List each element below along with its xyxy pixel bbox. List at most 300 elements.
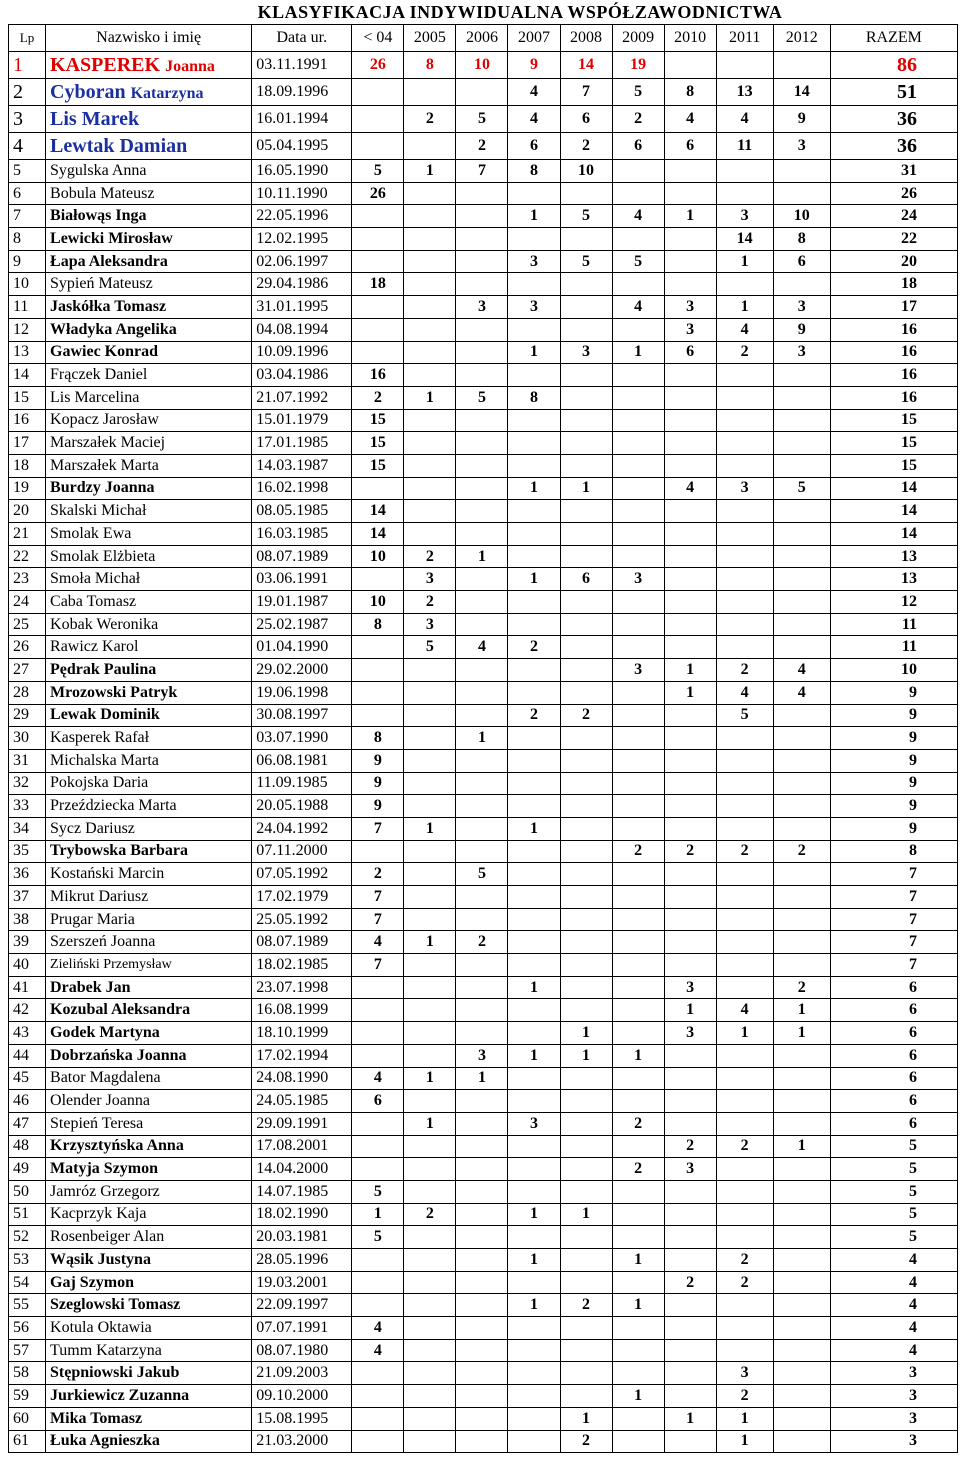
birth-date-cell: 03.04.1986 <box>252 364 352 387</box>
score-cell: 4 <box>456 636 508 659</box>
name-cell <box>46 840 252 863</box>
table-row <box>9 1158 958 1181</box>
score-cell: 10 <box>352 591 404 614</box>
name-cell <box>46 1362 252 1385</box>
score-cell <box>716 613 773 636</box>
score-cell <box>456 318 508 341</box>
birth-date-cell: 24.05.1985 <box>252 1090 352 1113</box>
score-cell: 2 <box>560 133 612 160</box>
score-cell <box>716 454 773 477</box>
score-cell <box>773 568 830 591</box>
score-cell <box>456 976 508 999</box>
birth-date-cell: 15.01.1979 <box>252 409 352 432</box>
name-cell <box>46 1407 252 1430</box>
score-cell: 5 <box>456 386 508 409</box>
score-cell <box>773 1158 830 1181</box>
birth-date-cell: 16.02.1998 <box>252 477 352 500</box>
total-cell: 5 <box>830 1180 957 1203</box>
score-cell: 8 <box>352 613 404 636</box>
score-cell <box>716 1339 773 1362</box>
score-cell <box>456 613 508 636</box>
score-cell <box>508 1135 560 1158</box>
score-cell <box>612 477 664 500</box>
score-cell <box>560 976 612 999</box>
table-row <box>9 1022 958 1045</box>
score-cell <box>404 273 456 296</box>
score-cell <box>404 318 456 341</box>
table-row <box>9 749 958 772</box>
table-row <box>9 1407 958 1430</box>
header-pre04: < 04 <box>352 25 404 52</box>
table-row <box>9 840 958 863</box>
score-cell <box>456 364 508 387</box>
score-cell <box>508 1317 560 1340</box>
score-cell <box>612 432 664 455</box>
score-cell <box>456 1112 508 1135</box>
score-cell: 3 <box>404 613 456 636</box>
total-cell: 13 <box>830 568 957 591</box>
rank-cell: 25 <box>9 613 46 636</box>
score-cell <box>508 454 560 477</box>
score-cell <box>456 250 508 273</box>
rank-cell: 32 <box>9 772 46 795</box>
rank-cell: 38 <box>9 908 46 931</box>
birth-date-cell: 16.03.1985 <box>252 523 352 546</box>
score-cell <box>404 341 456 364</box>
table-row <box>9 817 958 840</box>
birth-date-cell: 14.07.1985 <box>252 1180 352 1203</box>
score-cell <box>352 228 404 251</box>
score-cell <box>352 133 404 160</box>
score-cell <box>456 908 508 931</box>
total-cell: 18 <box>830 273 957 296</box>
score-cell <box>773 1203 830 1226</box>
total-cell: 5 <box>830 1203 957 1226</box>
birth-date-cell: 24.08.1990 <box>252 1067 352 1090</box>
birth-date-cell: 06.08.1981 <box>252 749 352 772</box>
score-cell: 5 <box>456 106 508 133</box>
score-cell <box>664 954 716 977</box>
score-cell: 3 <box>404 568 456 591</box>
score-cell <box>664 1067 716 1090</box>
surname-text: Godek Martyna <box>50 1023 160 1041</box>
score-cell: 4 <box>352 1339 404 1362</box>
name-cell <box>46 182 252 205</box>
table-row <box>9 1271 958 1294</box>
total-cell: 6 <box>830 976 957 999</box>
table-row <box>9 681 958 704</box>
name-cell <box>46 1203 252 1226</box>
surname-text: Marszałek Maciej <box>50 434 166 452</box>
score-cell <box>716 591 773 614</box>
rank-cell: 8 <box>9 228 46 251</box>
birth-date-cell: 31.01.1995 <box>252 296 352 319</box>
score-cell <box>612 1226 664 1249</box>
rank-cell: 45 <box>9 1067 46 1090</box>
score-cell <box>716 568 773 591</box>
birth-date-cell: 17.01.1985 <box>252 432 352 455</box>
rank-cell: 43 <box>9 1022 46 1045</box>
score-cell <box>404 250 456 273</box>
score-cell <box>404 772 456 795</box>
score-cell <box>456 1339 508 1362</box>
name-cell <box>46 863 252 886</box>
surname-text: Stepień Teresa <box>50 1114 144 1132</box>
table-row <box>9 1249 958 1272</box>
score-cell: 1 <box>508 1044 560 1067</box>
table-row <box>9 1362 958 1385</box>
score-cell <box>560 931 612 954</box>
total-cell: 9 <box>830 727 957 750</box>
table-row <box>9 273 958 296</box>
score-cell: 16 <box>352 364 404 387</box>
name-cell <box>46 52 252 79</box>
score-cell: 8 <box>404 52 456 79</box>
score-cell: 2 <box>352 863 404 886</box>
birth-date-cell: 14.04.2000 <box>252 1158 352 1181</box>
rank-cell: 24 <box>9 591 46 614</box>
score-cell <box>716 545 773 568</box>
score-cell: 19 <box>612 52 664 79</box>
score-cell <box>664 1339 716 1362</box>
score-cell <box>773 1226 830 1249</box>
score-cell <box>352 1044 404 1067</box>
score-cell: 2 <box>612 1158 664 1181</box>
score-cell <box>352 79 404 106</box>
total-cell: 4 <box>830 1339 957 1362</box>
score-cell <box>508 1385 560 1408</box>
surname-text: Sycz Dariusz <box>50 819 135 837</box>
score-cell: 4 <box>773 681 830 704</box>
rank-cell: 9 <box>9 250 46 273</box>
rank-cell: 18 <box>9 454 46 477</box>
score-cell: 1 <box>508 1294 560 1317</box>
score-cell: 4 <box>508 106 560 133</box>
total-cell: 5 <box>830 1158 957 1181</box>
score-cell: 4 <box>664 477 716 500</box>
score-cell <box>773 931 830 954</box>
score-cell <box>404 908 456 931</box>
total-cell: 14 <box>830 500 957 523</box>
score-cell <box>508 591 560 614</box>
name-cell <box>46 477 252 500</box>
header-2006: 2006 <box>456 25 508 52</box>
birth-date-cell: 20.05.1988 <box>252 795 352 818</box>
surname-text: Białowąs Inga <box>50 207 147 225</box>
total-cell: 13 <box>830 545 957 568</box>
birth-date-cell: 19.06.1998 <box>252 681 352 704</box>
score-cell: 4 <box>773 659 830 682</box>
score-cell: 2 <box>404 1203 456 1226</box>
score-cell <box>508 749 560 772</box>
name-cell <box>46 1112 252 1135</box>
score-cell <box>716 273 773 296</box>
score-cell <box>664 727 716 750</box>
total-cell: 4 <box>830 1271 957 1294</box>
rank-cell: 28 <box>9 681 46 704</box>
score-cell: 3 <box>664 1158 716 1181</box>
score-cell <box>664 1180 716 1203</box>
score-cell <box>508 1226 560 1249</box>
score-cell <box>456 1203 508 1226</box>
total-cell: 9 <box>830 795 957 818</box>
score-cell: 1 <box>716 296 773 319</box>
table-row <box>9 386 958 409</box>
score-cell <box>560 613 612 636</box>
rank-cell: 11 <box>9 296 46 319</box>
score-cell <box>456 182 508 205</box>
score-cell: 5 <box>352 1226 404 1249</box>
score-cell <box>664 432 716 455</box>
total-cell: 15 <box>830 454 957 477</box>
rank-cell: 2 <box>9 79 46 106</box>
score-cell <box>773 636 830 659</box>
table-row <box>9 795 958 818</box>
table-row <box>9 133 958 160</box>
score-cell <box>456 568 508 591</box>
table-row <box>9 999 958 1022</box>
score-cell <box>352 1112 404 1135</box>
score-cell: 2 <box>560 1294 612 1317</box>
score-cell <box>404 205 456 228</box>
score-cell: 3 <box>456 1044 508 1067</box>
rank-cell: 36 <box>9 863 46 886</box>
score-cell: 1 <box>664 1407 716 1430</box>
score-cell <box>404 1339 456 1362</box>
score-cell <box>716 523 773 546</box>
birth-date-cell: 08.07.1989 <box>252 545 352 568</box>
score-cell <box>456 1385 508 1408</box>
total-cell: 3 <box>830 1407 957 1430</box>
score-cell <box>560 749 612 772</box>
score-cell: 1 <box>560 1044 612 1067</box>
score-cell <box>508 1271 560 1294</box>
total-cell: 15 <box>830 432 957 455</box>
surname-text: Krzysztyńska Anna <box>50 1137 184 1155</box>
name-cell <box>46 795 252 818</box>
score-cell <box>456 886 508 909</box>
score-cell: 3 <box>773 296 830 319</box>
score-cell: 4 <box>352 1317 404 1340</box>
rank-cell: 35 <box>9 840 46 863</box>
score-cell <box>773 1430 830 1453</box>
score-cell <box>664 386 716 409</box>
total-cell: 11 <box>830 636 957 659</box>
name-cell <box>46 1044 252 1067</box>
score-cell <box>612 1339 664 1362</box>
total-cell: 36 <box>830 133 957 160</box>
score-cell: 15 <box>352 432 404 455</box>
total-cell: 6 <box>830 1067 957 1090</box>
rank-cell: 59 <box>9 1385 46 1408</box>
score-cell <box>612 500 664 523</box>
surname-text: Matyja Szymon <box>50 1160 159 1178</box>
score-cell <box>773 727 830 750</box>
score-cell <box>404 364 456 387</box>
rank-cell: 61 <box>9 1430 46 1453</box>
score-cell <box>612 681 664 704</box>
table-row <box>9 1203 958 1226</box>
score-cell <box>560 863 612 886</box>
score-cell <box>664 613 716 636</box>
score-cell: 14 <box>352 500 404 523</box>
birth-date-cell: 18.10.1999 <box>252 1022 352 1045</box>
score-cell <box>404 727 456 750</box>
table-row <box>9 1135 958 1158</box>
table-row <box>9 1317 958 1340</box>
name-cell <box>46 749 252 772</box>
score-cell: 5 <box>352 1180 404 1203</box>
score-cell <box>612 1203 664 1226</box>
total-cell: 12 <box>830 591 957 614</box>
score-cell <box>612 1180 664 1203</box>
score-cell <box>773 454 830 477</box>
score-cell <box>508 409 560 432</box>
score-cell: 6 <box>560 106 612 133</box>
score-cell <box>352 318 404 341</box>
score-cell <box>612 613 664 636</box>
score-cell <box>404 454 456 477</box>
score-cell <box>404 659 456 682</box>
total-cell: 3 <box>830 1385 957 1408</box>
score-cell <box>352 1022 404 1045</box>
score-cell: 1 <box>456 545 508 568</box>
score-cell <box>612 817 664 840</box>
total-cell: 14 <box>830 477 957 500</box>
name-cell <box>46 386 252 409</box>
score-cell <box>560 1067 612 1090</box>
surname-text: Lewicki Mirosław <box>50 229 173 247</box>
name-cell <box>46 545 252 568</box>
name-cell <box>46 409 252 432</box>
table-row <box>9 1067 958 1090</box>
score-cell: 1 <box>508 568 560 591</box>
score-cell <box>664 772 716 795</box>
score-cell <box>664 1430 716 1453</box>
score-cell: 1 <box>508 817 560 840</box>
rank-cell: 15 <box>9 386 46 409</box>
score-cell: 3 <box>508 250 560 273</box>
name-cell <box>46 1226 252 1249</box>
score-cell <box>404 1249 456 1272</box>
birth-date-cell: 09.10.2000 <box>252 1385 352 1408</box>
name-cell <box>46 568 252 591</box>
surname-text: Dobrzańska Joanna <box>50 1046 187 1064</box>
surname-text: Rawicz Karol <box>50 638 139 656</box>
score-cell <box>716 409 773 432</box>
birth-date-cell: 05.04.1995 <box>252 133 352 160</box>
score-cell <box>612 749 664 772</box>
score-cell: 1 <box>716 1430 773 1453</box>
name-cell <box>46 1317 252 1340</box>
score-cell: 3 <box>664 1022 716 1045</box>
score-cell <box>404 79 456 106</box>
score-cell <box>508 1430 560 1453</box>
name-cell <box>46 228 252 251</box>
score-cell <box>560 523 612 546</box>
total-cell: 9 <box>830 817 957 840</box>
score-cell <box>508 432 560 455</box>
score-cell: 3 <box>773 133 830 160</box>
rank-cell: 46 <box>9 1090 46 1113</box>
score-cell <box>560 1362 612 1385</box>
score-cell: 6 <box>773 250 830 273</box>
name-cell <box>46 133 252 160</box>
rank-cell: 21 <box>9 523 46 546</box>
birth-date-cell: 11.09.1985 <box>252 772 352 795</box>
surname-text: Sygulska Anna <box>50 161 147 179</box>
score-cell <box>456 772 508 795</box>
name-cell <box>46 613 252 636</box>
score-cell: 1 <box>404 1112 456 1135</box>
score-cell: 6 <box>508 133 560 160</box>
surname-text: Kasperek Rafał <box>50 729 150 747</box>
score-cell: 18 <box>352 273 404 296</box>
score-cell: 4 <box>508 79 560 106</box>
score-cell: 1 <box>664 999 716 1022</box>
total-cell: 7 <box>830 908 957 931</box>
surname-text: Smolak Ewa <box>50 524 132 542</box>
score-cell <box>560 500 612 523</box>
total-cell: 6 <box>830 1112 957 1135</box>
score-cell <box>716 863 773 886</box>
score-cell: 3 <box>716 1362 773 1385</box>
rank-cell: 14 <box>9 364 46 387</box>
rank-cell: 51 <box>9 1203 46 1226</box>
score-cell: 2 <box>508 636 560 659</box>
score-cell: 5 <box>612 250 664 273</box>
score-cell <box>456 1226 508 1249</box>
score-cell <box>612 908 664 931</box>
table-row <box>9 772 958 795</box>
score-cell <box>560 1158 612 1181</box>
rank-cell: 42 <box>9 999 46 1022</box>
total-cell: 9 <box>830 749 957 772</box>
table-row <box>9 79 958 106</box>
score-cell <box>404 749 456 772</box>
table-row <box>9 704 958 727</box>
score-cell: 8 <box>664 79 716 106</box>
header-date: Data ur. <box>252 25 352 52</box>
score-cell <box>508 999 560 1022</box>
total-cell: 20 <box>830 250 957 273</box>
score-cell <box>612 1407 664 1430</box>
rank-cell: 6 <box>9 182 46 205</box>
score-cell <box>560 908 612 931</box>
rank-cell: 23 <box>9 568 46 591</box>
score-cell <box>716 636 773 659</box>
score-cell <box>404 954 456 977</box>
table-row <box>9 931 958 954</box>
table-row <box>9 1226 958 1249</box>
score-cell: 1 <box>508 205 560 228</box>
score-cell <box>560 772 612 795</box>
score-cell <box>352 1430 404 1453</box>
birth-date-cell: 12.02.1995 <box>252 228 352 251</box>
surname-text: Gawiec Konrad <box>50 343 159 361</box>
table-row <box>9 500 958 523</box>
score-cell <box>664 182 716 205</box>
score-cell <box>508 954 560 977</box>
birth-date-cell: 24.04.1992 <box>252 817 352 840</box>
birth-date-cell: 15.08.1995 <box>252 1407 352 1430</box>
score-cell <box>716 432 773 455</box>
score-cell <box>560 636 612 659</box>
birth-date-cell: 25.02.1987 <box>252 613 352 636</box>
score-cell: 4 <box>352 1067 404 1090</box>
score-cell <box>612 886 664 909</box>
table-row <box>9 976 958 999</box>
